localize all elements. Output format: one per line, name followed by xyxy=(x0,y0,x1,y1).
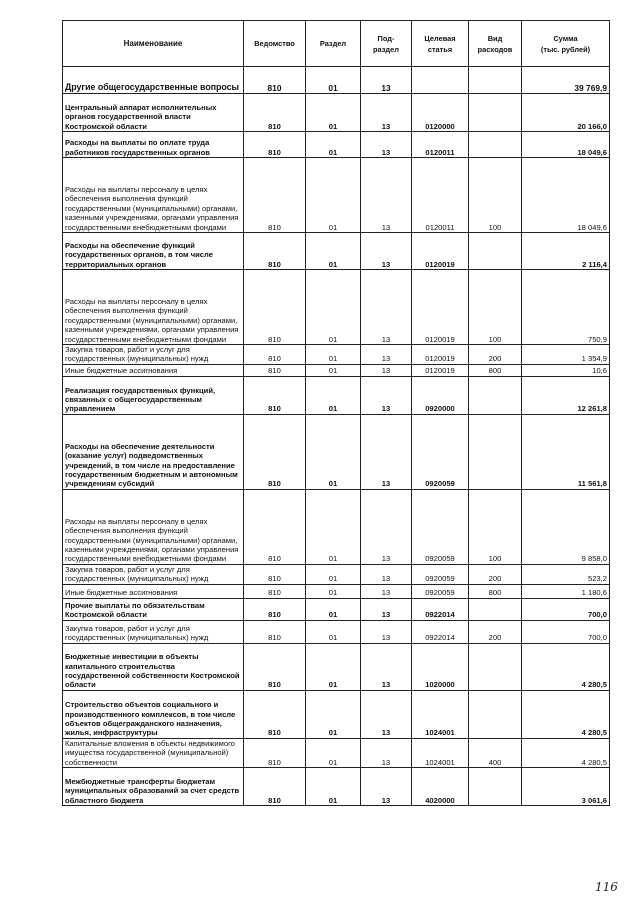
row-section: 01 xyxy=(306,620,361,643)
row-subsection: 13 xyxy=(361,414,412,489)
row-dept: 810 xyxy=(244,132,306,158)
row-name: Закупка товаров, работ и услуг для государственных (муниципальных) нужд xyxy=(63,345,244,365)
row-name: Межбюджетные трансферты бюджетам муниципальных образований за счет средств областного бюджета xyxy=(63,768,244,806)
row-sum: 18 049,6 xyxy=(522,158,610,233)
row-dept: 810 xyxy=(244,345,306,365)
row-subsection: 13 xyxy=(361,768,412,806)
row-name: Реализация государственных функций, связанных с общегосударственным управлением xyxy=(63,376,244,414)
row-target: 1024001 xyxy=(412,738,469,767)
row-target: 4020000 xyxy=(412,768,469,806)
row-subsection: 13 xyxy=(361,489,412,564)
row-subsection: 13 xyxy=(361,67,412,94)
table-row xyxy=(63,620,610,643)
row-subsection: 13 xyxy=(361,270,412,345)
header-subsection: Под- раздел xyxy=(361,21,412,67)
row-name: Расходы на обеспечение деятельности (оказание услуг) подведомственных учреждений, в том числе на предоставление государственным бюджетным и автономным учреждениям субсидий xyxy=(63,414,244,489)
row-target: 0920059 xyxy=(412,564,469,584)
row-section: 01 xyxy=(306,643,361,690)
row-section: 01 xyxy=(306,489,361,564)
row-name: Иные бюджетные ассигнования xyxy=(63,584,244,598)
row-name: Расходы на выплаты персоналу в целях обеспечения выполнения функций государственными (муниципальными) органами, казенными учреждениями, органами управления государственными внебюджетными фондами xyxy=(63,158,244,233)
table-row xyxy=(63,345,610,365)
row-subsection: 13 xyxy=(361,690,412,738)
row-subsection: 13 xyxy=(361,158,412,233)
row-sum: 700,0 xyxy=(522,598,610,620)
row-dept: 810 xyxy=(244,738,306,767)
row-sum: 10,6 xyxy=(522,364,610,376)
row-sum: 4 280,5 xyxy=(522,690,610,738)
row-dept: 810 xyxy=(244,643,306,690)
row-sum: 20 166,0 xyxy=(522,94,610,132)
row-target: 1024001 xyxy=(412,690,469,738)
row-dept: 810 xyxy=(244,233,306,270)
row-dept: 810 xyxy=(244,158,306,233)
row-sum: 1 354,9 xyxy=(522,345,610,365)
row-name: Закупка товаров, работ и услуг для государственных (муниципальных) нужд xyxy=(63,620,244,643)
table-row xyxy=(63,768,610,806)
row-subsection: 13 xyxy=(361,643,412,690)
row-section: 01 xyxy=(306,67,361,94)
row-exptype xyxy=(469,643,522,690)
row-section: 01 xyxy=(306,376,361,414)
row-target: 0920059 xyxy=(412,489,469,564)
row-name: Другие общегосударственные вопросы xyxy=(63,67,244,94)
row-dept: 810 xyxy=(244,564,306,584)
header-exptype: Вид расходов xyxy=(469,21,522,67)
row-section: 01 xyxy=(306,364,361,376)
row-sum: 4 280,5 xyxy=(522,738,610,767)
table-body xyxy=(63,67,610,806)
row-exptype: 400 xyxy=(469,738,522,767)
table-row xyxy=(63,738,610,767)
row-target xyxy=(412,67,469,94)
row-section: 01 xyxy=(306,132,361,158)
row-subsection: 13 xyxy=(361,584,412,598)
table-row xyxy=(63,270,610,345)
page-number: 116 xyxy=(595,880,618,894)
row-dept: 810 xyxy=(244,598,306,620)
row-subsection: 13 xyxy=(361,564,412,584)
row-target: 0920059 xyxy=(412,584,469,598)
row-name: Иные бюджетные ассигнования xyxy=(63,364,244,376)
row-sum: 11 561,8 xyxy=(522,414,610,489)
row-dept: 810 xyxy=(244,364,306,376)
row-sum: 4 280,5 xyxy=(522,643,610,690)
table-row xyxy=(63,690,610,738)
row-subsection: 13 xyxy=(361,345,412,365)
row-exptype: 800 xyxy=(469,584,522,598)
row-target: 0120011 xyxy=(412,132,469,158)
row-target: 0920059 xyxy=(412,414,469,489)
row-exptype xyxy=(469,67,522,94)
row-exptype: 200 xyxy=(469,620,522,643)
row-exptype xyxy=(469,94,522,132)
row-subsection: 13 xyxy=(361,233,412,270)
header-section: Раздел xyxy=(306,21,361,67)
row-section: 01 xyxy=(306,690,361,738)
table-row xyxy=(63,132,610,158)
row-name: Расходы на выплаты персоналу в целях обеспечения выполнения функций государственными (муниципальными) органами, казенными учреждениями, органами управления государственными внебюджетными фондами xyxy=(63,270,244,345)
table-row xyxy=(63,158,610,233)
row-section: 01 xyxy=(306,564,361,584)
row-dept: 810 xyxy=(244,584,306,598)
table-row xyxy=(63,376,610,414)
row-target: 0922014 xyxy=(412,620,469,643)
row-target: 0120019 xyxy=(412,233,469,270)
budget-table xyxy=(62,20,610,806)
row-subsection: 13 xyxy=(361,132,412,158)
row-dept: 810 xyxy=(244,690,306,738)
row-exptype xyxy=(469,690,522,738)
row-section: 01 xyxy=(306,598,361,620)
row-name: Строительство объектов социального и производственного комплексов, в том числе объектов общегражданского назначения, жилья, инфраструктуры xyxy=(63,690,244,738)
row-subsection: 13 xyxy=(361,376,412,414)
row-exptype xyxy=(469,233,522,270)
row-subsection: 13 xyxy=(361,738,412,767)
table-row xyxy=(63,414,610,489)
table-row xyxy=(63,643,610,690)
row-sum: 12 261,8 xyxy=(522,376,610,414)
table-row xyxy=(63,598,610,620)
header-target: Целевая статья xyxy=(412,21,469,67)
row-section: 01 xyxy=(306,768,361,806)
row-section: 01 xyxy=(306,158,361,233)
row-section: 01 xyxy=(306,345,361,365)
table-row xyxy=(63,233,610,270)
row-sum: 9 858,0 xyxy=(522,489,610,564)
row-sum: 750,9 xyxy=(522,270,610,345)
table-row xyxy=(63,94,610,132)
row-exptype xyxy=(469,376,522,414)
row-section: 01 xyxy=(306,584,361,598)
row-subsection: 13 xyxy=(361,94,412,132)
row-name: Расходы на обеспечение функций государственных органов, в том числе территориальных органов xyxy=(63,233,244,270)
row-name: Капитальные вложения в объекты недвижимого имущества государственной (муниципальной) собственности xyxy=(63,738,244,767)
row-sum: 3 061,6 xyxy=(522,768,610,806)
row-sum: 1 180,6 xyxy=(522,584,610,598)
row-name: Расходы на выплаты персоналу в целях обеспечения выполнения функций государственными (муниципальными) органами, казенными учреждениями, органами управления государственными внебюджетными фондами xyxy=(63,489,244,564)
header-dept: Ведомство xyxy=(244,21,306,67)
row-subsection: 13 xyxy=(361,364,412,376)
row-name: Расходы на выплаты по оплате труда работников государственных органов xyxy=(63,132,244,158)
row-sum: 700,0 xyxy=(522,620,610,643)
row-dept: 810 xyxy=(244,489,306,564)
table-row xyxy=(63,564,610,584)
row-name: Закупка товаров, работ и услуг для государственных (муниципальных) нужд xyxy=(63,564,244,584)
row-exptype xyxy=(469,768,522,806)
row-target: 0120019 xyxy=(412,345,469,365)
row-sum: 2 116,4 xyxy=(522,233,610,270)
row-section: 01 xyxy=(306,414,361,489)
row-dept: 810 xyxy=(244,376,306,414)
row-exptype: 100 xyxy=(469,158,522,233)
row-exptype xyxy=(469,598,522,620)
row-subsection: 13 xyxy=(361,620,412,643)
row-target: 0920000 xyxy=(412,376,469,414)
row-exptype: 100 xyxy=(469,270,522,345)
row-sum: 18 049,6 xyxy=(522,132,610,158)
header-row xyxy=(63,21,610,67)
row-exptype xyxy=(469,414,522,489)
row-dept: 810 xyxy=(244,768,306,806)
row-sum: 523,2 xyxy=(522,564,610,584)
row-dept: 810 xyxy=(244,67,306,94)
row-dept: 810 xyxy=(244,94,306,132)
row-name: Центральный аппарат исполнительных органов государственной власти Костромской области xyxy=(63,94,244,132)
row-dept: 810 xyxy=(244,620,306,643)
row-sum: 39 769,9 xyxy=(522,67,610,94)
row-section: 01 xyxy=(306,270,361,345)
row-target: 0922014 xyxy=(412,598,469,620)
row-name: Бюджетные инвестиции в объекты капитального строительства государственной собственности Костромской области xyxy=(63,643,244,690)
row-dept: 810 xyxy=(244,414,306,489)
table-row xyxy=(63,67,610,94)
row-target: 0120019 xyxy=(412,364,469,376)
row-target: 0120000 xyxy=(412,94,469,132)
table-row xyxy=(63,364,610,376)
header-name: Наименование xyxy=(63,21,244,67)
row-target: 0120019 xyxy=(412,270,469,345)
row-dept: 810 xyxy=(244,270,306,345)
row-exptype: 100 xyxy=(469,489,522,564)
header-sum: Сумма (тыс. рублей) xyxy=(522,21,610,67)
row-section: 01 xyxy=(306,94,361,132)
row-exptype: 200 xyxy=(469,564,522,584)
row-section: 01 xyxy=(306,233,361,270)
row-subsection: 13 xyxy=(361,598,412,620)
row-exptype: 800 xyxy=(469,364,522,376)
row-name: Прочие выплаты по обязательствам Костромской области xyxy=(63,598,244,620)
row-target: 0120011 xyxy=(412,158,469,233)
row-exptype xyxy=(469,132,522,158)
row-section: 01 xyxy=(306,738,361,767)
table-row xyxy=(63,489,610,564)
row-target: 1020000 xyxy=(412,643,469,690)
row-exptype: 200 xyxy=(469,345,522,365)
table-row xyxy=(63,584,610,598)
